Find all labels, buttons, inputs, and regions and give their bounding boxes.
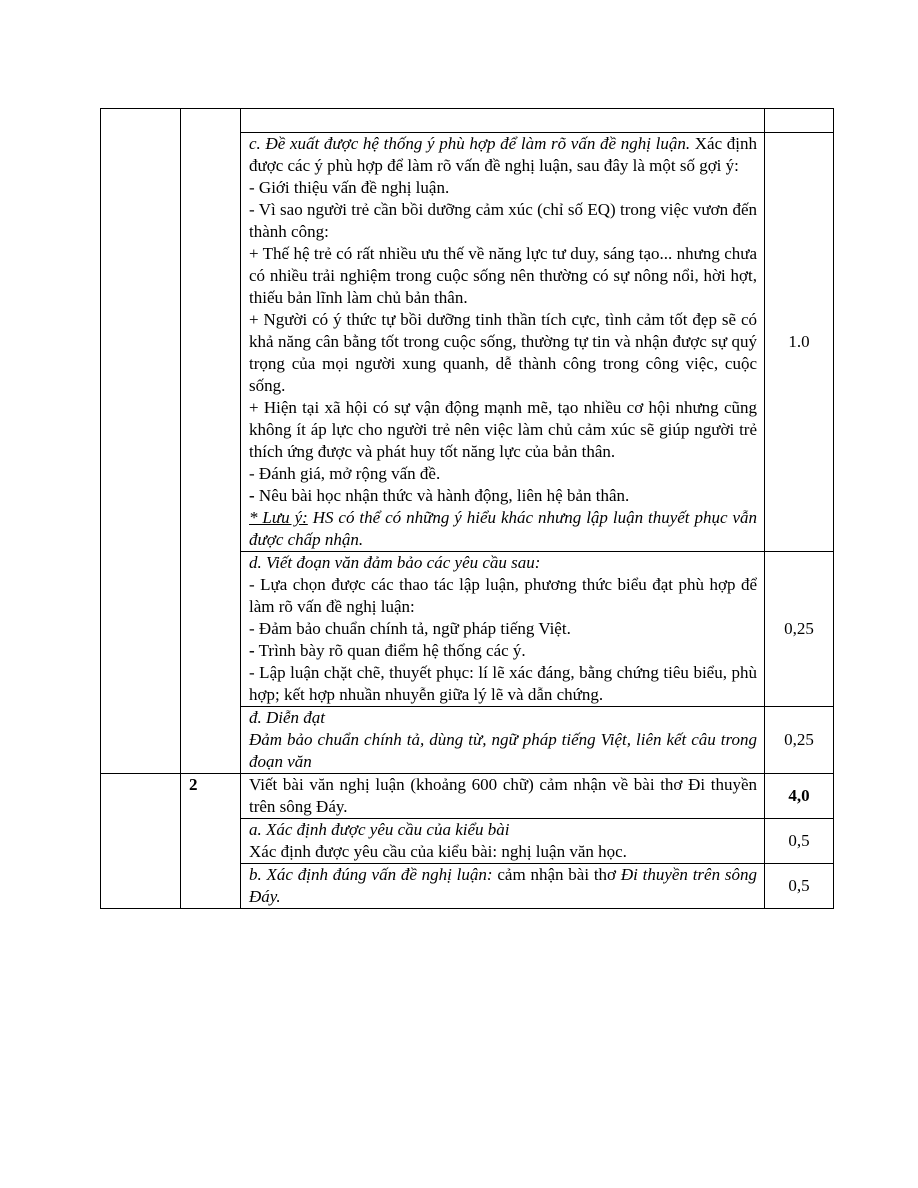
table-row-q2 (101, 774, 834, 819)
criteria-d-item: - Lập luận chặt chẽ, thuyết phục: lí lẽ xác đáng, bằng chứng tiêu biểu, phù hợp; kết hợp nhuần nhuyễn giữa lý lẽ và dẫn chứng. (249, 663, 757, 704)
note-text: HS có thể có những ý hiểu khác nhưng lập luận thuyết phục vẫn được chấp nhận. (249, 508, 757, 549)
question-2-text: Viết bài văn nghị luận (khoảng 600 chữ) cảm nhận về bài thơ Đi thuyền trên sông Đáy. (241, 774, 765, 819)
criteria-a-cell (241, 819, 765, 864)
criteria-c-intro: Xác định được các ý phù hợp để làm rõ vấn đề nghị luận, sau đây là một số gợi ý: (249, 134, 757, 175)
score-c: 1.0 (765, 133, 834, 552)
question-number-cell (181, 774, 241, 909)
criteria-b-heading: b. Xác định đúng vấn đề nghị luận: (249, 865, 493, 884)
criteria-c-cell (241, 133, 765, 552)
col1-cell (101, 774, 181, 909)
criteria-c-item: + Hiện tại xã hội có sự vận động mạnh mẽ, tạo nhiều cơ hội nhưng cũng không ít áp lực cho người trẻ nên việc làm chủ cảm xúc sẽ giúp người trẻ thích ứng được và phát huy tốt năng lực của bản thân. (249, 398, 757, 461)
criteria-b-poem-title: Đi thuyền trên sông Đáy. (249, 865, 757, 906)
criteria-a-heading: a. Xác định được yêu cầu của kiểu bài (249, 820, 510, 839)
criteria-dd-text: Đảm bảo chuẩn chính tả, dùng từ, ngữ pháp tiếng Việt, liên kết câu trong đoạn văn (249, 730, 757, 771)
note-label: * Lưu ý: (249, 508, 308, 527)
criteria-c-item: - Vì sao người trẻ cần bồi dưỡng cảm xúc (chỉ số EQ) trong việc vươn đến thành công: (249, 200, 757, 241)
score-d: 0,25 (765, 552, 834, 707)
score-a: 0,5 (765, 819, 834, 864)
criteria-d-heading: d. Viết đoạn văn đảm bảo các yêu cầu sau: (249, 553, 541, 572)
rubric-table (100, 108, 834, 909)
score-dd: 0,25 (765, 707, 834, 774)
score-cell (765, 109, 834, 133)
criteria-c-item: - Đánh giá, mở rộng vấn đề. (249, 464, 441, 483)
criteria-d-dash: - (249, 641, 255, 660)
criteria-c-last-item: Nêu bài học nhận thức và hành động, liên hệ bản thân. (254, 486, 630, 505)
score-q2: 4,0 (765, 774, 834, 819)
criteria-c-item: + Thế hệ trẻ có rất nhiều ưu thế về năng lực tư duy, sáng tạo... nhưng chưa có nhiều trải nghiệm trong cuộc sống nên thường có sự nông nổi, hời hợt, thiếu bản lĩnh làm chủ bản thân. (249, 244, 757, 307)
criteria-dd-cell (241, 707, 765, 774)
table-row-empty (101, 109, 834, 133)
criteria-d-cell (241, 552, 765, 707)
content-cell (241, 109, 765, 133)
criteria-d-item: - Đảm bảo chuẩn chính tả, ngữ pháp tiếng Việt. (249, 619, 571, 638)
criteria-c-item: - Giới thiệu vấn đề nghị luận. (249, 178, 450, 197)
col2-cell (181, 109, 241, 774)
criteria-c-dash: - (249, 486, 255, 505)
criteria-d-item: Trình bày rõ quan điểm hệ thống các ý. (254, 641, 526, 660)
criteria-dd-heading: đ. Diễn đạt (249, 708, 326, 727)
criteria-a-text: Xác định được yêu cầu của kiểu bài: nghị luận văn học. (249, 842, 627, 861)
criteria-b-cell (241, 864, 765, 909)
score-b: 0,5 (765, 864, 834, 909)
criteria-c-heading: c. Đề xuất được hệ thống ý phù hợp để làm rõ vấn đề nghị luận. (249, 134, 691, 153)
criteria-d-item: - Lựa chọn được các thao tác lập luận, phương thức biểu đạt phù hợp để làm rõ vấn đề nghị luận: (249, 575, 757, 616)
criteria-c-item: + Người có ý thức tự bồi dưỡng tinh thần tích cực, tình cảm tốt đẹp sẽ có khả năng cân bằng tốt trong cuộc sống, thường tự tin và nhận được sự quý trọng của mọi người xung quanh, dễ thành công trong công việc, cuộc sống. (249, 310, 757, 395)
criteria-b-text: cảm nhận bài thơ (492, 865, 621, 884)
question-number: 2 (189, 775, 198, 794)
col1-cell (101, 109, 181, 774)
